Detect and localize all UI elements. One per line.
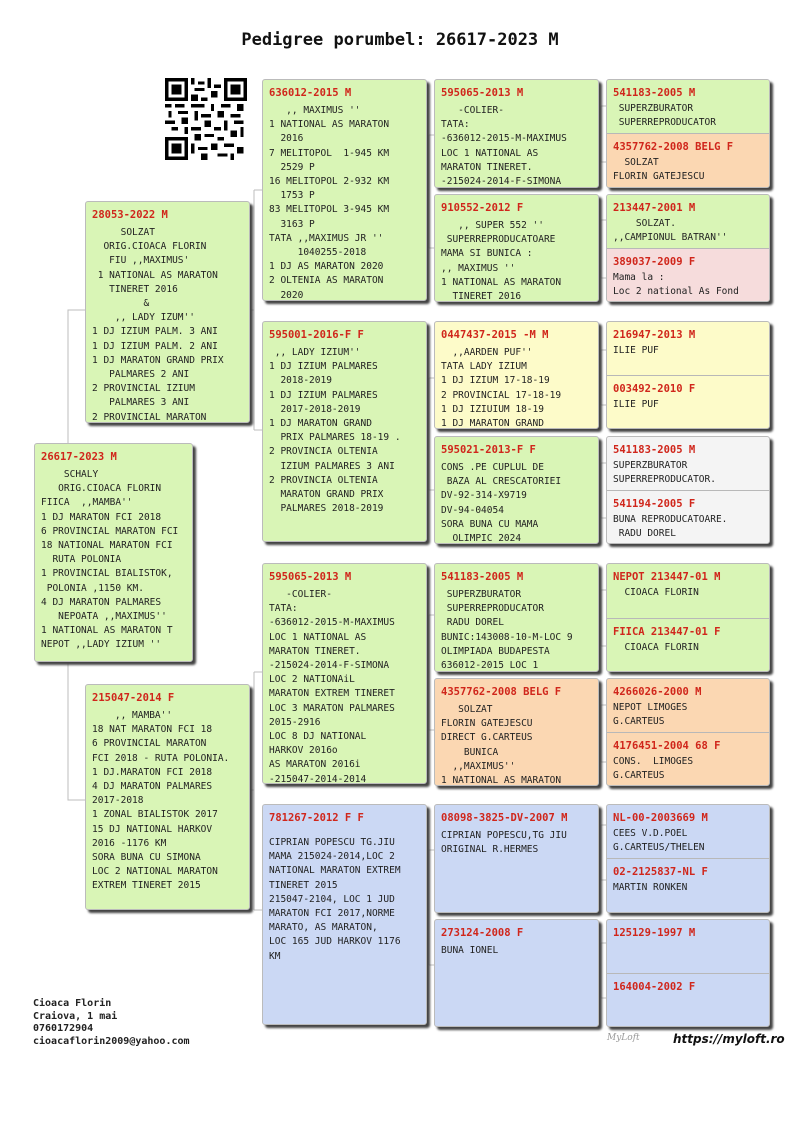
pigeon-card-grandsire-maternal[interactable] xyxy=(262,563,427,784)
pigeon-entry-sire xyxy=(607,920,769,973)
pigeon-entry-sire xyxy=(607,322,769,375)
pigeon-notes: CIPRIAN POPESCU TG.JIU MAMA 215024-2014,LOC 2 NATIONAL MARATON EXTREM TINERET 2015 215047-2104, LOC 1 JUD MARATON FCI 2017,NORME MARATO, AS MARATON, LOC 165 JUD HARKOV 1176 KM xyxy=(269,837,401,962)
pigeon-entry-sire xyxy=(607,437,769,490)
ring-number: 595001-2016-F F xyxy=(269,329,364,341)
ring-number: 215047-2014 F xyxy=(92,692,175,704)
ring-number: 164004-2002 F xyxy=(613,981,696,993)
pigeon-entry-dam xyxy=(607,858,769,912)
pigeon-entry-sire xyxy=(607,805,769,858)
ring-number: 389037-2009 F xyxy=(613,256,696,268)
pigeon-card-granddam-maternal[interactable] xyxy=(262,804,427,1025)
pigeon-card-great-grand-8[interactable] xyxy=(434,919,599,1027)
pigeon-notes: MARTIN RONKEN xyxy=(613,882,688,893)
pigeon-notes: SCHALY ORIG.CIOACA FLORIN FIICA ,,MAMBA'' 1 DJ MARATON FCI 2018 6 PROVINCIAL MARATON FCI 18 NATIONAL MARATON FCI RUTA POLONIA 1 PROVINCIAL BIALISTOK, POLONIA ,1150 KM. 4 DJ MARATON PALMARES NEPOATA ,,MAXIMUS'' 1 NATIONAL AS MARATON T NEPOT ,,LADY IZIUM '' xyxy=(41,469,179,651)
pigeon-notes: SUPERZBURATOR SUPERREPRODUCATOR. xyxy=(613,460,716,486)
ring-number: 273124-2008 F xyxy=(441,927,524,939)
pigeon-card-granddam-paternal[interactable] xyxy=(262,321,427,542)
pigeon-notes: SUPERZBURATOR SUPERREPRODUCATOR RADU DOREL BUNIC:143008-10-M-LOC 9 OLIMPIADA BUDAPESTA 636012-2015 LOC 1 xyxy=(441,589,573,671)
ring-number: 541194-2005 F xyxy=(613,498,696,510)
page-title: Pedigree porumbel: 26617-2023 M xyxy=(241,30,559,50)
pigeon-notes: BUNA REPRODUCATOARE. RADU DOREL xyxy=(613,514,728,540)
ring-number: NEPOT 213447-01 M xyxy=(613,571,721,583)
ring-number: 0447437-2015 -M M xyxy=(441,329,549,341)
ring-number: 08098-3825-DV-2007 M xyxy=(441,812,568,824)
ring-number: 595065-2013 M xyxy=(269,571,352,583)
pigeon-card-great-grand-5[interactable] xyxy=(434,563,599,672)
pigeon-card-great-grand-4[interactable] xyxy=(434,436,599,544)
pigeon-pair-card-7[interactable] xyxy=(606,804,770,913)
pigeon-pair-card-2[interactable] xyxy=(606,194,770,302)
pigeon-pair-card-5[interactable] xyxy=(606,563,770,672)
pigeon-card-great-grand-2[interactable] xyxy=(434,194,599,302)
pigeon-card-subject[interactable] xyxy=(34,443,193,662)
pigeon-entry-dam xyxy=(607,375,769,428)
ring-number: 28053-2022 M xyxy=(92,209,168,221)
pigeon-card-great-grand-6[interactable] xyxy=(434,678,599,786)
pigeon-entry-dam xyxy=(607,490,769,543)
pigeon-notes: SOLZAT ORIG.CIOACA FLORIN FIU ,,MAXIMUS' 1 NATIONAL AS MARATON TINERET 2016 & ,, LADY IZUM'' 1 DJ IZIUM PALM. 3 ANI 1 DJ IZIUM PALM. 2 ANI 1 DJ MARATON GRAND PRIX PALMARES 2 ANI 2 PROVINCIAL IZIUM PALMARES 3 ANI 2 PROVINCIAL MARATON xyxy=(92,227,224,422)
ring-number: NL-00-2003669 M xyxy=(613,812,708,824)
pigeon-card-sire[interactable] xyxy=(85,201,250,423)
pigeon-notes: SUPERZBURATOR SUPERREPRODUCATOR xyxy=(618,103,716,129)
ring-number: 26617-2023 M xyxy=(41,451,117,463)
ring-number: 125129-1997 M xyxy=(613,927,696,939)
pigeon-entry-dam xyxy=(607,732,769,785)
pigeon-notes: CONS. LIMOGES G.CARTEUS xyxy=(613,756,694,782)
pigeon-entry-sire xyxy=(607,564,769,618)
pigeon-notes: ,,AARDEN PUF'' TATA LADY IZIUM 1 DJ IZIUM 17-18-19 2 PROVINCIAL 17-18-19 1 DJ IZIUIUM 18-19 1 DJ MARATON GRAND xyxy=(441,347,562,428)
ring-number: 003492-2010 F xyxy=(613,383,696,395)
pigeon-card-great-grand-7[interactable] xyxy=(434,804,599,913)
pigeon-entry-dam xyxy=(607,973,769,1026)
website-link[interactable]: https://myloft.ro xyxy=(673,1032,785,1046)
pigeon-entry-dam xyxy=(607,248,769,301)
ring-number: 910552-2012 F xyxy=(441,202,524,214)
qr-code-icon xyxy=(165,78,247,160)
pigeon-pair-card-1[interactable] xyxy=(606,79,770,188)
pigeon-notes: CONS .PE CUPLUL DE BAZA AL CRESCATORIEI DV-92-314-X9719 DV-94-04054 SORA BUNA CU MAMA OLIMPIC 2024 xyxy=(441,462,562,543)
ring-number: 781267-2012 F F xyxy=(269,812,364,824)
pigeon-notes: CEES V.D.POEL G.CARTEUS/THELEN xyxy=(613,828,705,854)
pigeon-notes: ,, MAXIMUS '' 1 NATIONAL AS MARATON 2016 7 MELITOPOL 1-945 KM 2529 P 16 MELITOPOL 2-932 KM 1753 P 83 MELITOPOL 3-945 KM 3163 P TATA ,,MAXIMUS JR '' 1040255-2018 1 DJ AS MARATON 2020 2 OLTENIA AS MARATON 2020 xyxy=(269,105,390,300)
pigeon-pair-card-8[interactable] xyxy=(606,919,770,1027)
ring-number: 541183-2005 M xyxy=(441,571,524,583)
myloft-logo: MyLoft xyxy=(607,1033,640,1043)
pigeon-notes: ,, SUPER 552 '' SUPERREPRODUCATOARE MAMA SI BUNICA : ,, MAXIMUS '' 1 NATIONAL AS MARATON TINERET 2016 xyxy=(441,220,562,301)
pigeon-notes: ILIE PUF xyxy=(613,345,659,356)
pigeon-card-great-grand-1[interactable] xyxy=(434,79,599,188)
ring-number: 4357762-2008 BELG F xyxy=(613,141,734,153)
pigeon-card-dam[interactable] xyxy=(85,684,250,910)
ring-number: 541183-2005 M xyxy=(613,444,696,456)
pigeon-notes: Mama la : Loc 2 national As Fond xyxy=(613,272,739,298)
ring-number: 636012-2015 M xyxy=(269,87,352,99)
pigeon-entry-dam xyxy=(607,618,769,671)
ring-number: 4176451-2004 68 F xyxy=(613,740,721,752)
pigeon-notes: ,, LADY IZIUM'' 1 DJ IZIUM PALMARES 2018-2019 1 DJ IZIUM PALMARES 2017-2018-2019 1 DJ MARATON GRAND PRIX PALMARES 18-19 . 2 PROVINCIA OLTENIA IZIUM PALMARES 3 ANI 2 PROVINCIA OLTENIA MARATON GRAND PRIX PALMARES 2018-2019 xyxy=(269,347,401,515)
pigeon-pair-card-3[interactable] xyxy=(606,321,770,429)
pigeon-notes: -COLIER- TATA: -636012-2015-M-MAXIMUS LOC 1 NATIONAL AS MARATON TINERET. -215024-2014-F-SIMONA xyxy=(441,105,567,187)
pigeon-card-grandsire-paternal[interactable] xyxy=(262,79,427,301)
ring-number: 216947-2013 M xyxy=(613,329,696,341)
pigeon-notes: CIOACA FLORIN xyxy=(613,642,699,653)
pigeon-notes: ,, MAMBA'' 18 NAT MARATON FCI 18 6 PROVINCIAL MARATON FCI 2018 - RUTA POLONIA. 1 DJ.MARATON FCI 2018 4 DJ MARATON PALMARES 2017-2018 1 ZONAL BIALISTOK 2017 15 DJ NATIONAL HARKOV 2016 -1176 KM SORA BUNA CU SIMONA LOC 2 NATIONAL MARATON EXTREM TINERET 2015 xyxy=(92,710,230,892)
pigeon-pair-card-4[interactable] xyxy=(606,436,770,544)
pigeon-notes: ILIE PUF xyxy=(613,399,659,410)
ring-number: 4357762-2008 BELG F xyxy=(441,686,562,698)
pigeon-entry-dam xyxy=(607,133,769,187)
pigeon-notes: BUNA IONEL xyxy=(441,945,499,956)
ring-number: FIICA 213447-01 F xyxy=(613,626,721,638)
pigeon-notes: CIOACA FLORIN xyxy=(613,587,699,598)
pigeon-entry-sire xyxy=(607,195,769,248)
breeder-contact: Cioaca Florin Craiova, 1 mai 0760172904 cioacaflorin2009@yahoo.com xyxy=(33,998,190,1047)
pigeon-notes: -COLIER- TATA: -636012-2015-M-MAXIMUS LOC 1 NATIONAL AS MARATON TINERET. -215024-2014-F-SIMONA LOC 2 NATIONAiL MARATON EXTREM TINERET LOC 3 MARATON PALMARES 2015-2916 LOC 8 DJ NATIONAL HARKOV 2016o AS MARATON 2016i -215047-2014-2014 xyxy=(269,589,395,783)
pigeon-notes: SOLZAT FLORIN GATEJESCU xyxy=(613,157,705,183)
pigeon-notes: CIPRIAN POPESCU,TG JIU ORIGINAL R.HERMES xyxy=(441,830,567,856)
pigeon-entry-sire xyxy=(607,679,769,732)
ring-number: 541183-2005 M xyxy=(613,87,696,99)
ring-number: 02-2125837-NL F xyxy=(613,866,708,878)
ring-number: 4266026-2000 M xyxy=(613,686,702,698)
ring-number: 595065-2013 M xyxy=(441,87,524,99)
pigeon-notes: SOLZAT FLORIN GATEJESCU DIRECT G.CARTEUS BUNICA ,,MAXIMUS'' 1 NATIONAL AS MARATON xyxy=(441,704,562,785)
ring-number: 595021-2013-F F xyxy=(441,444,536,456)
pigeon-pair-card-6[interactable] xyxy=(606,678,770,786)
pigeon-entry-sire xyxy=(607,80,769,133)
pigeon-notes: NEPOT LIMOGES G.CARTEUS xyxy=(613,702,688,728)
ring-number: 213447-2001 M xyxy=(613,202,696,214)
pigeon-card-great-grand-3[interactable] xyxy=(434,321,599,429)
pigeon-notes: SOLZAT. ,,CAMPIONUL BATRAN'' xyxy=(613,218,728,244)
